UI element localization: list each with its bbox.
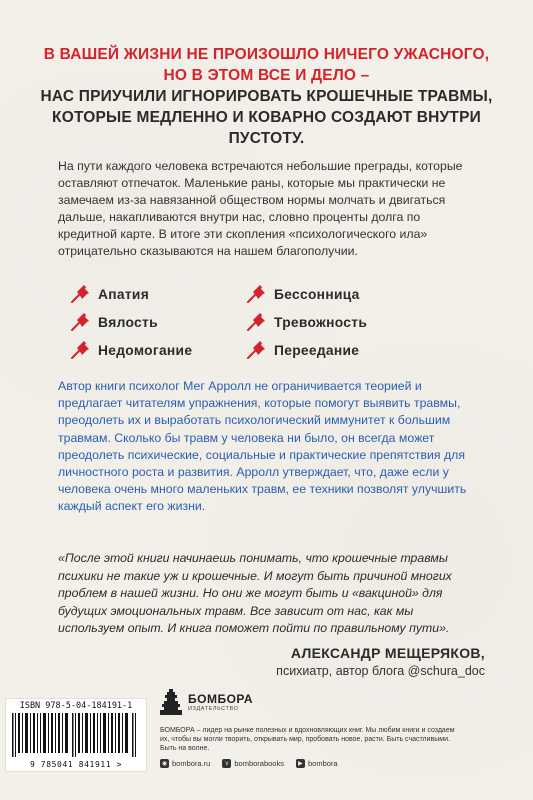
symptom-label: Апатия — [98, 286, 150, 302]
isbn-barcode-block — [5, 698, 147, 772]
symptom-label: Недомогание — [98, 342, 193, 358]
symptom-label: Переедание — [274, 342, 360, 358]
symptom-item — [70, 284, 246, 304]
social-telegram-youtube[interactable] — [296, 759, 338, 768]
barcode-icon — [12, 713, 140, 757]
social-vk-label: bomborabooks — [234, 759, 284, 768]
description-paragraph: Автор книги психолог Мег Арролл не ограничивается теорией и предлагает читателям упражнения, которые помогут выявить травмы, преодолеть их и выработать психологический иммунитет к большим травмам. Сколько бы травм у человека ни было, он всегда может преодолеть психические, социальные и практические препятствия для личностного роста и развития. Арролл утверждает, что, даже если у человека очень много маленьких травм, ее техники позволят улучшить каждый аспект его жизни. — [58, 379, 467, 514]
symptom-item — [70, 340, 246, 360]
symptom-label: Бессонница — [274, 286, 360, 302]
symptom-item — [246, 340, 476, 360]
review-quote: «После этой книги начинаешь понимать, что крошечные травмы психики не такие уж и крошечные. И могут быть причиной многих проблем в нашей жизни. Но они же могут быть и «вакциной» для будущих эмоциональных травм. Все зависит от нас, как мы используем опыт. И книга поможет пойти по правильному пути». — [58, 551, 452, 635]
barcode-digits: 9 785041 841911 > — [29, 760, 123, 769]
symptoms-list — [70, 284, 490, 360]
pushpin-icon — [70, 312, 92, 332]
social-vk[interactable] — [222, 759, 284, 768]
social-site-label: bombora.ru — [172, 759, 211, 768]
isbn-label: ISBN 978-5-04-184191-1 — [19, 701, 133, 711]
social-telegram-label: bombora — [307, 759, 338, 768]
vk-icon: v — [222, 759, 231, 768]
symptom-item — [246, 284, 476, 304]
pushpin-icon — [70, 284, 92, 304]
quote-author-name: АЛЕКСАНДР МЕЩЕРЯКОВ, — [290, 645, 485, 661]
publisher-logo-row — [160, 688, 490, 716]
publisher-subtitle: ИЗДАТЕЛЬСТВО — [188, 706, 239, 712]
pushpin-icon — [246, 312, 268, 332]
symptom-item — [246, 312, 476, 332]
pushpin-icon — [246, 340, 268, 360]
pushpin-icon — [246, 284, 268, 304]
globe-icon: ◉ — [161, 761, 168, 767]
symptom-label: Тревожность — [274, 314, 368, 330]
publisher-description: БОМБОРА – лидер на рынке полезных и вдохновляющих книг. Мы любим книги и создаем их, чтобы вы могли творить, открывать мир, пробовать новое, расти. Быть счастливыми. Быть на волне. — [160, 727, 455, 752]
lead-paragraph: На пути каждого человека встречаются небольшие преграды, которые оставляют отпечаток. Маленькие раны, которые мы практически не замечаем из-за навязанной обществом нормы молчать и двигаться дальше, накапливаются внутри нас, словно проценты долга по кредитной карте. В итоге эти скопления «психологического ила» отрицательно сказываются на нашем благополучии. — [58, 159, 463, 258]
quote-author-role: психиатр, автор блога @schura_doc — [276, 664, 485, 678]
telegram-youtube-icon: ▶ — [296, 759, 305, 768]
social-site[interactable] — [160, 759, 210, 768]
symptom-item — [70, 312, 246, 332]
publisher-name-wrap — [188, 692, 253, 712]
headline-dark: НАС ПРИУЧИЛИ ИГНОРИРОВАТЬ КРОШЕЧНЫЕ ТРАВМЫ, КОТОРЫЕ МЕДЛЕННО И КОВАРНО СОЗДАЮТ ВНУТРИ ПУСТОТУ. — [40, 88, 493, 147]
symptom-label: Вялость — [98, 314, 158, 330]
publisher-block — [160, 688, 490, 778]
headline — [30, 44, 503, 149]
bombora-logo-icon — [160, 689, 182, 715]
publisher-socials — [160, 759, 490, 768]
pushpin-icon — [70, 340, 92, 360]
headline-red: В ВАШЕЙ ЖИЗНИ НЕ ПРОИЗОШЛО НИЧЕГО УЖАСНОГО, НО В ЭТОМ ВСЕ И ДЕЛО – — [43, 46, 490, 84]
publisher-name: БОМБОРА — [188, 692, 254, 706]
